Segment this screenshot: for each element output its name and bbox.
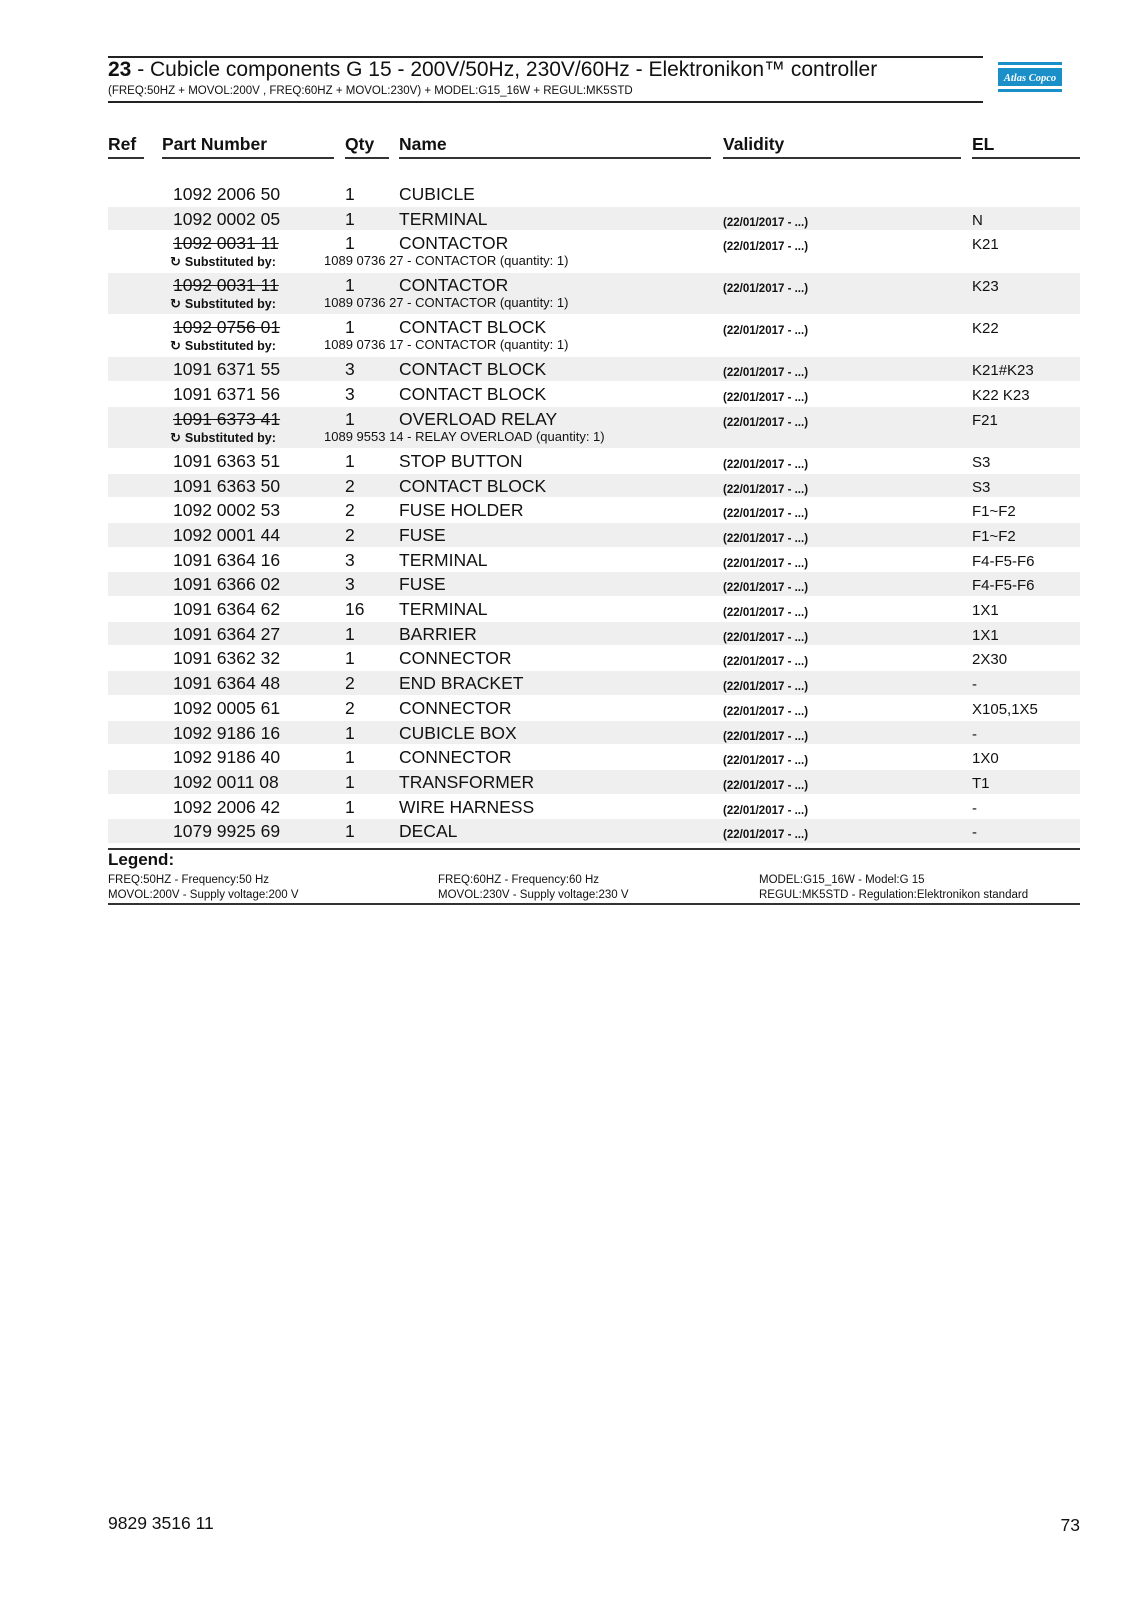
el-code: F4-F5-F6 xyxy=(972,577,1035,595)
table-row xyxy=(108,548,1080,572)
validity: (22/01/2017 - ...) xyxy=(723,241,809,254)
page-title xyxy=(108,58,877,82)
refresh-icon: ↻ xyxy=(170,254,181,270)
document-number: 9829 3516 11 xyxy=(108,1513,214,1533)
quantity: 3 xyxy=(345,384,355,405)
part-name: END BRACKET xyxy=(399,673,524,694)
substituted-by-label xyxy=(170,338,276,354)
part-name: CONTACT BLOCK xyxy=(399,317,547,338)
quantity: 2 xyxy=(345,524,355,545)
table-row xyxy=(108,721,1080,745)
substituted-by-text: Substituted by: xyxy=(184,339,276,354)
table-row xyxy=(108,671,1080,695)
part-name: CUBICLE xyxy=(399,184,475,204)
table-row xyxy=(108,498,1080,522)
part-name: CONTACTOR xyxy=(399,233,509,254)
validity: (22/01/2017 - ...) xyxy=(723,705,809,718)
quantity: 1 xyxy=(345,184,355,204)
validity: (22/01/2017 - ...) xyxy=(723,216,809,229)
quantity: 2 xyxy=(345,697,355,718)
el-code: 1X1 xyxy=(972,602,999,619)
substituted-by-text: Substituted by: xyxy=(184,255,276,270)
validity: (22/01/2017 - ...) xyxy=(723,631,809,644)
el-code: 1X1 xyxy=(972,626,999,644)
part-name: WIRE HARNESS xyxy=(399,796,535,817)
table-row xyxy=(108,597,1080,621)
table-row xyxy=(108,646,1080,670)
table-row xyxy=(108,572,1080,596)
quantity: 1 xyxy=(345,408,355,429)
substituted-by-label xyxy=(170,430,276,446)
part-name: CONTACT BLOCK xyxy=(399,384,547,405)
part-name: CONNECTOR xyxy=(399,747,512,768)
validity: (22/01/2017 - ...) xyxy=(723,508,809,521)
legend-bottom-rule xyxy=(108,903,1080,905)
el-code: - xyxy=(972,676,977,694)
el-code: X105,1X5 xyxy=(972,700,1038,718)
part-number: 1092 0002 05 xyxy=(173,208,281,229)
part-name: FUSE HOLDER xyxy=(399,500,524,521)
header-underline xyxy=(399,157,711,159)
legend-item: FREQ:60HZ - Frequency:60 Hz xyxy=(438,874,600,886)
table-row xyxy=(108,273,1080,314)
part-name: CUBICLE BOX xyxy=(399,722,517,743)
quantity: 16 xyxy=(345,599,365,619)
table-row xyxy=(108,315,1080,356)
part-number: 1091 6363 51 xyxy=(173,450,281,471)
part-name: FUSE xyxy=(399,574,446,595)
validity: (22/01/2017 - ...) xyxy=(723,283,809,296)
part-number: 1092 0005 61 xyxy=(173,697,281,718)
table-row xyxy=(108,770,1080,794)
section-number: 23 xyxy=(108,58,132,81)
part-number: 1079 9925 69 xyxy=(173,821,281,842)
header-underline xyxy=(345,157,389,159)
part-number: 1091 6373 41 xyxy=(173,408,281,429)
validity: (22/01/2017 - ...) xyxy=(723,755,809,768)
el-code: S3 xyxy=(972,453,991,471)
validity: (22/01/2017 - ...) xyxy=(723,458,809,471)
quantity: 1 xyxy=(345,275,355,296)
part-name: CONNECTOR xyxy=(399,648,512,669)
col-ref: Ref xyxy=(108,134,137,154)
part-number: 1091 6363 50 xyxy=(173,475,281,496)
el-code: F1~F2 xyxy=(972,503,1016,521)
validity: (22/01/2017 - ...) xyxy=(723,730,809,743)
table-row xyxy=(108,795,1080,819)
part-number: 1091 6366 02 xyxy=(173,574,281,595)
quantity: 1 xyxy=(345,623,355,644)
page-subtitle: (FREQ:50HZ + MOVOL:200V , FREQ:60HZ + MOVOL:230V) + MODEL:G15_16W + REGUL:MK5STD xyxy=(108,85,633,97)
refresh-icon: ↻ xyxy=(170,429,181,445)
table-header xyxy=(108,132,1080,158)
el-code: - xyxy=(972,799,977,817)
legend-title: Legend: xyxy=(108,850,175,869)
header-bottom-rule xyxy=(108,101,983,103)
part-name: STOP BUTTON xyxy=(399,450,523,471)
quantity: 1 xyxy=(345,821,355,842)
part-name: CONTACT BLOCK xyxy=(399,359,547,380)
title-text: - Cubicle components G 15 - 200V/50Hz, 230V/60Hz - Elektronikon™ controller xyxy=(131,58,878,81)
table-row xyxy=(108,745,1080,769)
el-code: T1 xyxy=(972,774,990,792)
validity: (22/01/2017 - ...) xyxy=(723,392,809,405)
header-underline xyxy=(108,157,144,159)
part-name: DECAL xyxy=(399,821,458,842)
part-number: 1092 0756 01 xyxy=(173,317,281,338)
part-number: 1091 6364 62 xyxy=(173,599,281,619)
part-number: 1092 0031 11 xyxy=(173,275,279,296)
validity: (22/01/2017 - ...) xyxy=(723,325,809,338)
part-name: TERMINAL xyxy=(399,208,488,229)
el-code: - xyxy=(972,725,977,743)
validity: (22/01/2017 - ...) xyxy=(723,779,809,792)
part-name: CONTACTOR xyxy=(399,275,509,296)
el-code: K21#K23 xyxy=(972,362,1034,380)
substituted-by-text: Substituted by: xyxy=(184,297,276,312)
atlas-copco-logo xyxy=(998,62,1062,92)
quantity: 3 xyxy=(345,359,355,380)
el-code: 1X0 xyxy=(972,750,999,768)
col-validity: Validity xyxy=(723,134,785,154)
col-name: Name xyxy=(399,134,447,154)
quantity: 2 xyxy=(345,673,355,694)
validity: (22/01/2017 - ...) xyxy=(723,582,809,595)
substituted-by-label xyxy=(170,296,276,312)
refresh-icon: ↻ xyxy=(170,296,181,312)
legend-item: FREQ:50HZ - Frequency:50 Hz xyxy=(108,874,270,886)
table-row xyxy=(108,622,1080,646)
el-code: F21 xyxy=(972,411,998,429)
el-code: F1~F2 xyxy=(972,527,1016,545)
legend-item: MOVOL:200V - Supply voltage:200 V xyxy=(108,889,299,901)
table-row xyxy=(108,357,1080,381)
el-code: F4-F5-F6 xyxy=(972,552,1035,570)
validity: (22/01/2017 - ...) xyxy=(723,829,809,842)
part-name: CONNECTOR xyxy=(399,697,512,718)
legend-item: REGUL:MK5STD - Regulation:Elektronikon standard xyxy=(759,889,1029,901)
el-code: S3 xyxy=(972,478,991,496)
quantity: 1 xyxy=(345,450,355,471)
quantity: 1 xyxy=(345,722,355,743)
quantity: 2 xyxy=(345,475,355,496)
col-part-number: Part Number xyxy=(162,134,268,154)
part-number: 1091 6364 48 xyxy=(173,673,281,694)
part-number: 1091 6362 32 xyxy=(173,648,281,669)
legend-item: MOVOL:230V - Supply voltage:230 V xyxy=(438,889,629,901)
col-el: EL xyxy=(972,134,995,154)
part-number: 1091 6364 16 xyxy=(173,549,281,570)
table-row xyxy=(108,182,1080,206)
substitute-part: 1089 0736 17 - CONTACTOR (quantity: 1) xyxy=(324,337,569,353)
el-code: K21 xyxy=(972,236,999,254)
table-row xyxy=(108,382,1080,406)
quantity: 1 xyxy=(345,233,355,254)
quantity: 1 xyxy=(345,648,355,669)
part-number: 1092 2006 50 xyxy=(173,184,281,204)
quantity: 1 xyxy=(345,771,355,792)
substituted-by-label xyxy=(170,254,276,270)
table-row xyxy=(108,696,1080,720)
part-number: 1092 0011 08 xyxy=(173,771,279,792)
validity: (22/01/2017 - ...) xyxy=(723,557,809,570)
part-name: TRANSFORMER xyxy=(399,771,535,792)
substitute-part: 1089 0736 27 - CONTACTOR (quantity: 1) xyxy=(324,253,569,269)
el-code: - xyxy=(972,824,977,842)
header-underline xyxy=(723,157,961,159)
table-row xyxy=(108,449,1080,473)
el-code: K23 xyxy=(972,278,999,296)
substituted-by-text: Substituted by: xyxy=(184,430,276,445)
header-underline xyxy=(162,157,334,159)
legend-top-rule xyxy=(108,848,1080,850)
el-code: K22 K23 xyxy=(972,387,1030,405)
table-row xyxy=(108,407,1080,448)
part-number: 1091 6371 55 xyxy=(173,359,281,380)
part-number: 1092 2006 42 xyxy=(173,796,281,817)
validity: (22/01/2017 - ...) xyxy=(723,804,809,817)
table-row xyxy=(108,207,1080,231)
part-name: TERMINAL xyxy=(399,599,488,619)
part-name: BARRIER xyxy=(399,623,477,644)
validity: (22/01/2017 - ...) xyxy=(723,681,809,694)
page-number: 73 xyxy=(1060,1515,1080,1535)
legend-item: MODEL:G15_16W - Model:G 15 xyxy=(759,874,925,886)
table-row xyxy=(108,231,1080,272)
part-name: CONTACT BLOCK xyxy=(399,475,547,496)
part-number: 1092 9186 16 xyxy=(173,722,281,743)
logo-text: Atlas Copco xyxy=(1003,73,1057,84)
part-number: 1092 0001 44 xyxy=(173,524,281,545)
validity: (22/01/2017 - ...) xyxy=(723,656,809,669)
validity: (22/01/2017 - ...) xyxy=(723,367,809,380)
header-underline xyxy=(972,157,1080,159)
refresh-icon: ↻ xyxy=(170,338,181,354)
table-row xyxy=(108,819,1080,843)
validity: (22/01/2017 - ...) xyxy=(723,416,809,429)
part-name: TERMINAL xyxy=(399,549,488,570)
part-number: 1091 6371 56 xyxy=(173,384,281,405)
validity: (22/01/2017 - ...) xyxy=(723,483,809,496)
quantity: 2 xyxy=(345,500,355,521)
table-row xyxy=(108,474,1080,498)
quantity: 1 xyxy=(345,208,355,229)
part-name: FUSE xyxy=(399,524,446,545)
substitute-part: 1089 0736 27 - CONTACTOR (quantity: 1) xyxy=(324,295,569,311)
part-name: OVERLOAD RELAY xyxy=(399,408,558,429)
table-row xyxy=(108,523,1080,547)
quantity: 3 xyxy=(345,549,355,570)
validity: (22/01/2017 - ...) xyxy=(723,532,809,545)
quantity: 1 xyxy=(345,796,355,817)
part-number: 1092 0002 53 xyxy=(173,500,281,521)
quantity: 3 xyxy=(345,574,355,595)
part-number: 1091 6364 27 xyxy=(173,623,281,644)
col-qty: Qty xyxy=(345,134,375,154)
el-code: K22 xyxy=(972,320,999,338)
el-code: 2X30 xyxy=(972,651,1008,669)
substitute-part: 1089 9553 14 - RELAY OVERLOAD (quantity: 1) xyxy=(324,428,605,444)
el-code: N xyxy=(972,211,983,229)
validity: (22/01/2017 - ...) xyxy=(723,607,809,619)
part-number: 1092 0031 11 xyxy=(173,233,279,254)
quantity: 1 xyxy=(345,317,355,338)
quantity: 1 xyxy=(345,747,355,768)
part-number: 1092 9186 40 xyxy=(173,747,281,768)
